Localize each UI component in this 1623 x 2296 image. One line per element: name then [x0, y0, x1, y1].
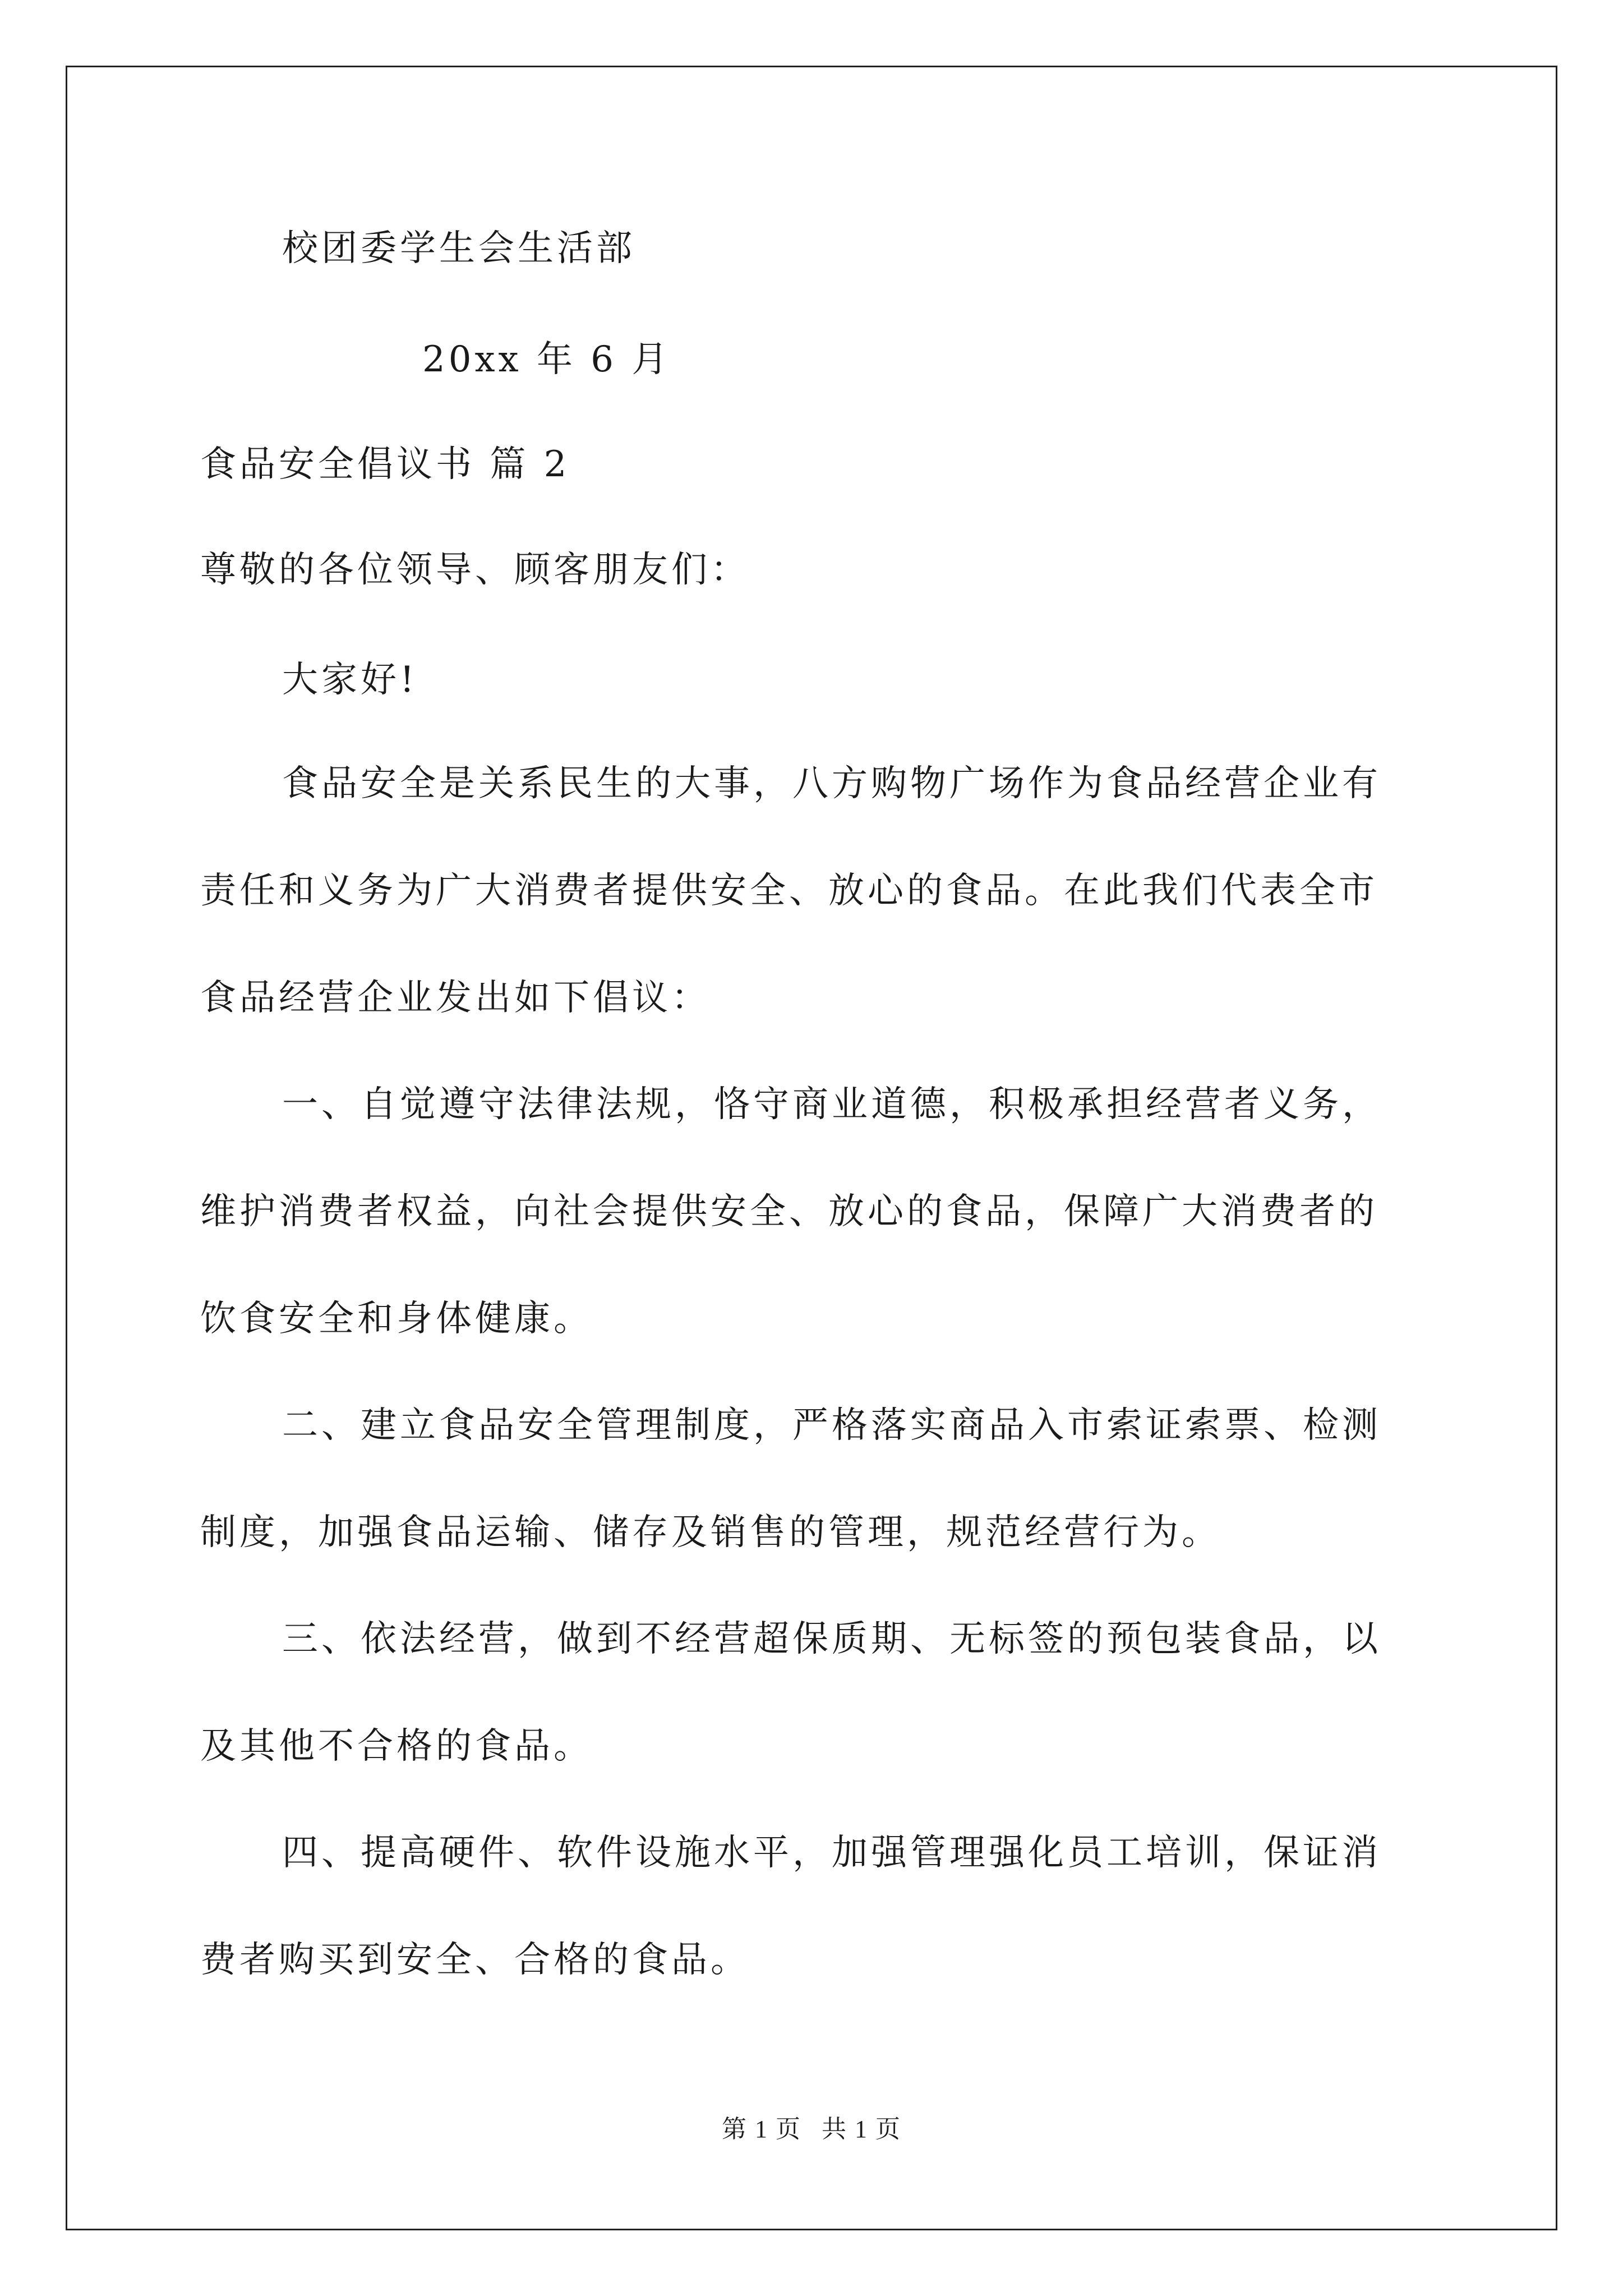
section-title: 食品安全倡议书 篇 2: [200, 444, 570, 485]
signature-date: 20xx 年 6 月: [422, 339, 671, 380]
list-item-line: 维护消费者权益，向社会提供安全、放心的食品，保障广大消费者的: [200, 1191, 1378, 1232]
paragraph-line: 食品安全是关系民生的大事，八方购物广场作为食品经营企业有: [282, 763, 1381, 804]
page-number-current: 第 1 页: [722, 2115, 801, 2143]
list-item-line: 四、提高硬件、软件设施水平，加强管理强化员工培训，保证消: [282, 1832, 1381, 1874]
list-item-line: 三、依法经营，做到不经营超保质期、无标签的预包装食品，以: [282, 1618, 1381, 1660]
list-item-line: 二、建立食品安全管理制度，严格落实商品入市索证索票、检测: [282, 1405, 1381, 1446]
list-item-line: 制度，加强食品运输、储存及销售的管理，规范经营行为。: [200, 1512, 1221, 1553]
page-number-total: 共 1 页: [822, 2115, 901, 2143]
signature-organization: 校团委学生会生活部: [282, 228, 635, 269]
page-footer: [0, 2114, 1623, 2145]
list-item-line: 费者购买到安全、合格的食品。: [200, 1939, 750, 1981]
page-border: [66, 66, 1557, 2230]
paragraph-line: 食品经营企业发出如下倡议：: [200, 977, 711, 1019]
salutation: 尊敬的各位领导、顾客朋友们：: [200, 549, 750, 591]
list-item-line: 及其他不合格的食品。: [200, 1726, 593, 1767]
paragraph-line: 责任和义务为广大消费者提供安全、放心的食品。在此我们代表全市: [200, 870, 1378, 912]
greeting: 大家好!: [282, 659, 418, 701]
list-item-line: 一、自觉遵守法律法规，恪守商业道德，积极承担经营者义务，: [282, 1084, 1381, 1125]
list-item-line: 饮食安全和身体健康。: [200, 1298, 593, 1340]
